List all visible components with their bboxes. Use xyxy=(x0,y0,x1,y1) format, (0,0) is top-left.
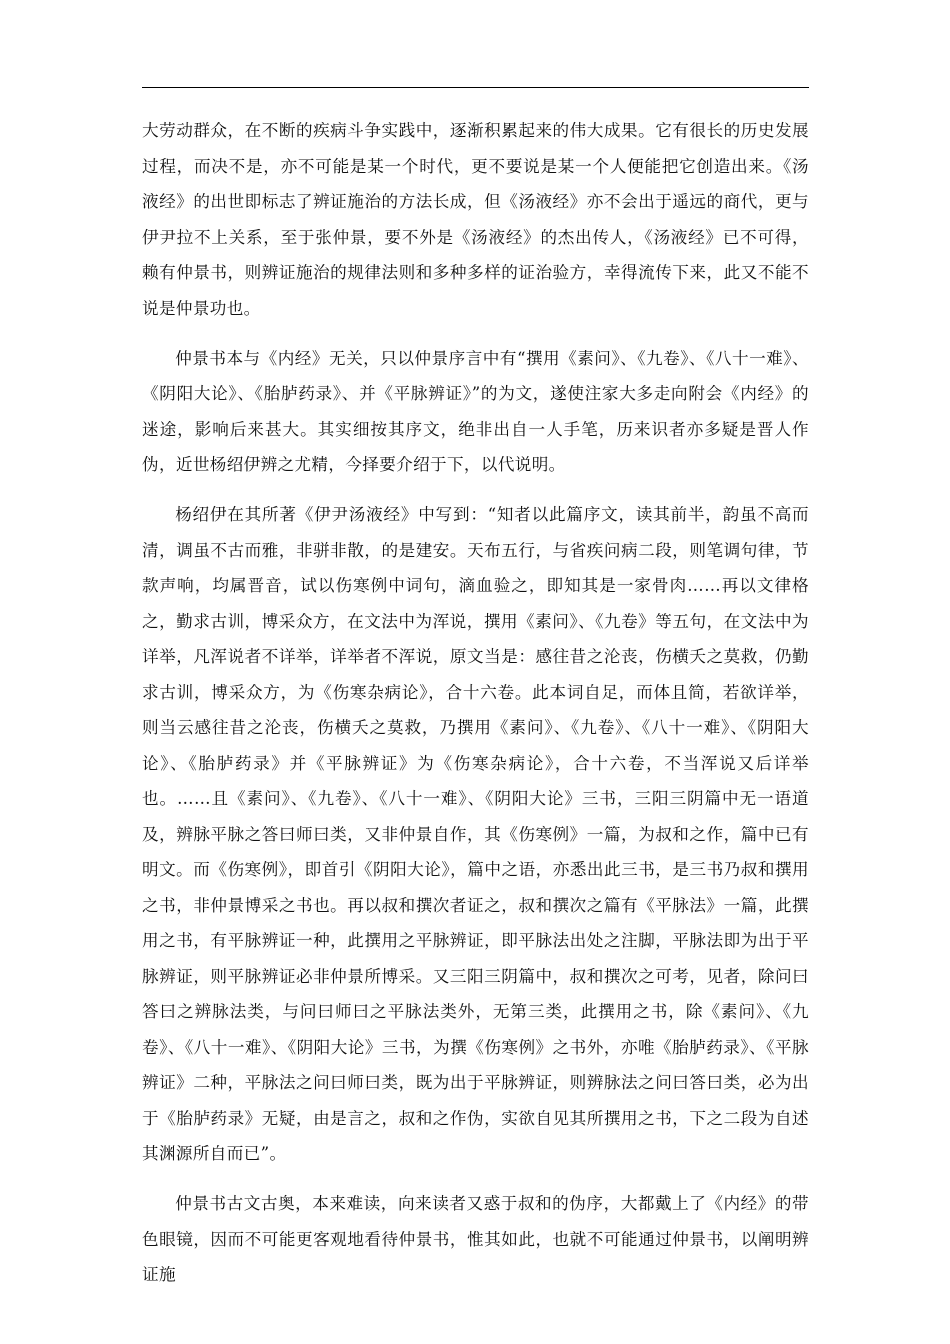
paragraph-4: 仲景书古文古奥，本来难读，向来读者又惑于叔和的伪序，大都戴上了《内经》的带色眼镜，因而不可能更客观地看待仲景书，惟其如此，也就不可能通过仲景书，以阐明辨证施 xyxy=(142,1194,809,1284)
paragraph-1: 大劳动群众，在不断的疾病斗争实践中，逐渐积累起来的伟大成果。它有很长的历史发展过程，而决不是，亦不可能是某一个时代，更不要说是某一个人便能把它创造出来。《汤液经》的出世即标志了辨证施治的方法长成，但《汤液经》亦不会出于遥远的商代，更与伊尹拉不上关系，至于张仲景，要不外是《汤液经》的杰出传人，《汤液经》已不可得，赖有仲景书，则辨证施治的规律法则和多种多样的证治验方，幸得流传下来，此又不能不说是仲景功也。 xyxy=(142,121,809,318)
body-text xyxy=(142,113,809,1307)
paragraph-3: 杨绍伊在其所著《伊尹汤液经》中写到：“知者以此篇序文，读其前半，韵虽不高而清，调虽不古而雅，非骈非散，的是建安。天布五行，与省疾问病二段，则笔调句律，节款声响，均属晋音，试以伤寒例中词句，滴血验之，即知其是一家骨肉……再以文律格之，勤求古训，博采众方，在文法中为浑说，撰用《素问》、《九卷》等五句，在文法中为详举，凡浑说者不详举，详举者不浑说，原文当是：感往昔之沦丧，伤横夭之莫救，仍勤求古训，博采众方，为《伤寒杂病论》，合十六卷。此本词自足，而体且简，若欲详举，则当云感往昔之沦丧，伤横夭之莫救，乃撰用《素问》、《九卷》、《八十一难》、《阴阳大论》、《胎胪药录》并《平脉辨证》为《伤寒杂病论》，合十六卷，不当浑说又后详举也。……且《素问》、《九卷》、《八十一难》、《阴阳大论》三书，三阳三阴篇中无一语道及，辨脉平脉之答曰师曰类，又非仲景自作，其《伤寒例》一篇，为叔和之作，篇中已有明文。而《伤寒例》，即首引《阴阳大论》，篇中之语，亦悉出此三书，是三书乃叔和撰用之书，非仲景博采之书也。再以叔和撰次者证之，叔和撰次之篇有《平脉法》一篇，此撰用之书，有平脉辨证一种，此撰用之平脉辨证，即平脉法出处之注脚，平脉法即为出于平脉辨证，则平脉辨证必非仲景所博采。又三阳三阴篇中，叔和撰次之可考，见者，除问曰答曰之辨脉法类，与问曰师曰之平脉法类外，无第三类，此撰用之书，除《素问》、《九卷》、《八十一难》、《阴阳大论》三书，为撰《伤寒例》之书外，亦唯《胎胪药录》、《平脉辨证》二种，平脉法之问曰师曰类，既为出于平脉辨证，则辨脉法之问曰答曰类，必为出于《胎胪药录》无疑，由是言之，叔和之作伪，实欲自见其所撰用之书，下之二段为自述其渊源所自而已”。 xyxy=(142,505,809,1163)
header-rule xyxy=(142,87,809,88)
paragraph-2: 仲景书本与《内经》无关，只以仲景序言中有“撰用《素问》、《九卷》、《八十一难》、《阴阳大论》、《胎胪药录》、并《平脉辨证》”的为文，遂使注家大多走向附会《内经》的迷途，影响后来甚大。其实细按其序文，绝非出自一人手笔，历来识者亦多疑是晋人作伪，近世杨绍伊辨之尤精，今择要介绍于下，以代说明。 xyxy=(142,348,809,474)
